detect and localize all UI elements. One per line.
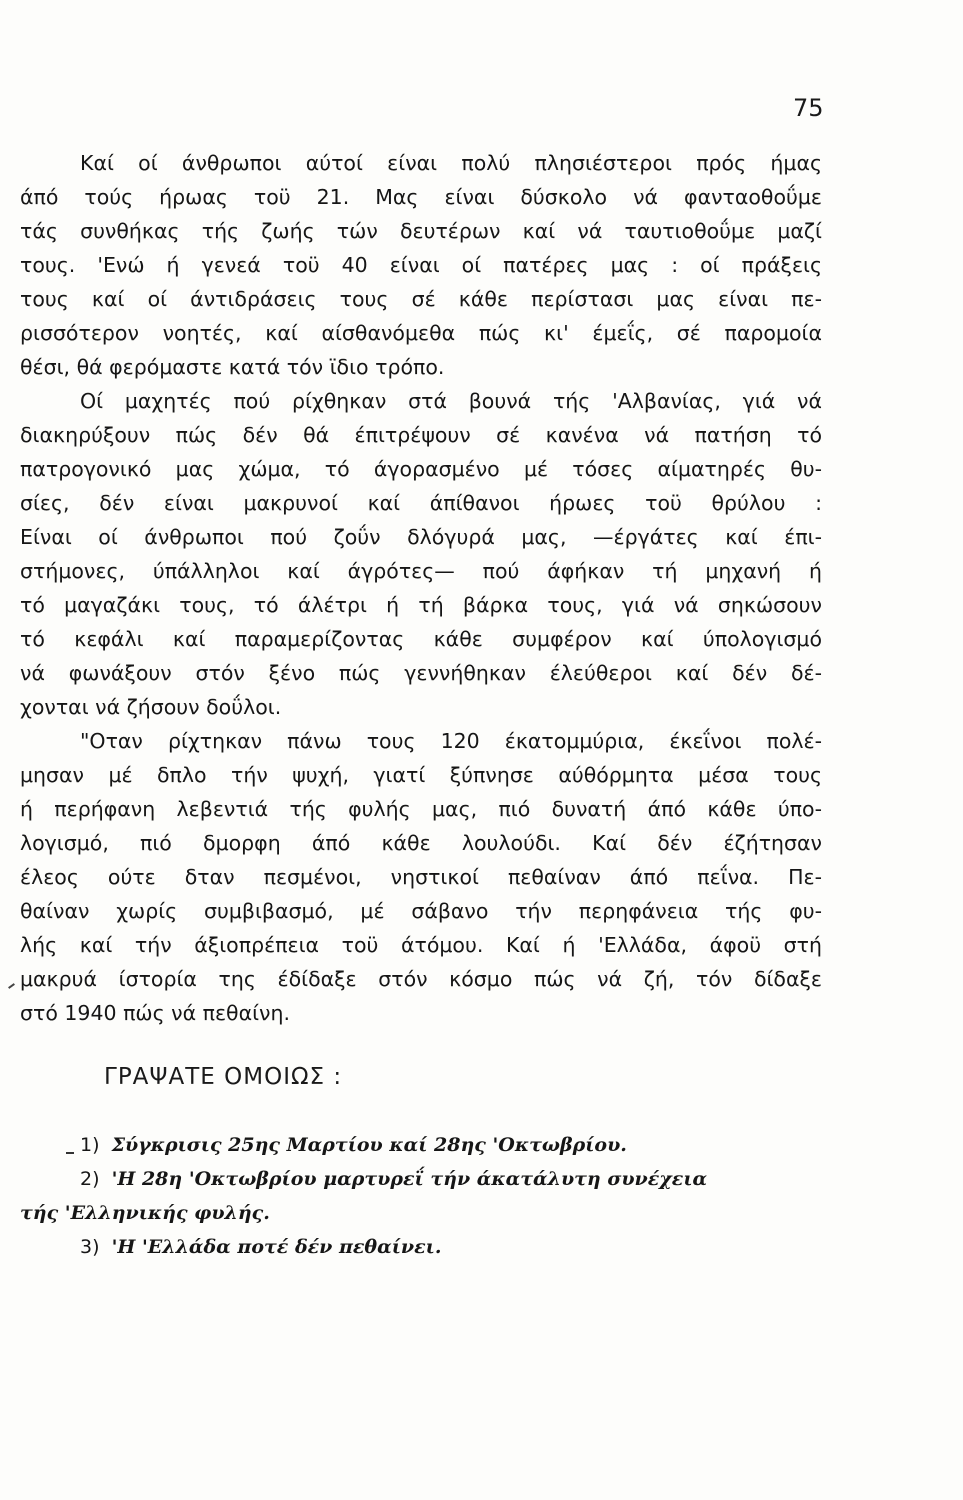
text-line: Οί μαχητές πού ρίχθηκαν στά βουνά τής 'Αλβανίας, γιά νά [80, 389, 822, 413]
text-line: θέσι, θά φερόμαστε κατά τόν ϊδιο τρόπο. [20, 355, 445, 379]
paragraph-2 [20, 384, 822, 724]
text-line: χονται νά ζήσουν δοΰλοι. [20, 695, 282, 719]
text-line: λής καί τήν άξιοπρέπεια τοϋ άτόμου. Καί ή 'Ελλάδα, άφοϋ στή [20, 933, 822, 957]
page-number: 75 [793, 94, 824, 122]
exercise-item [20, 1128, 822, 1162]
text-line: διακηρύξουν πώς δέν θά έπιτρέψουν σέ κανένα νά πατήση τό [20, 423, 822, 447]
text-line: μησαν μέ δπλο τήν ψυχή, γιατί ξύπνησε αύθόρμητα μέσα τους [20, 763, 822, 787]
text-line: στό 1940 πώς νά πεθαίνη. [20, 1001, 290, 1025]
exercise-heading: ΓΡΑΨΑΤΕ ΟΜΟΙΩΣ : [104, 1064, 343, 1090]
body-text [20, 146, 822, 1030]
exercise-number: 3) [80, 1236, 100, 1258]
text-line: τό μαγαζάκι τους, τό άλέτρι ή τή βάρκα τους, γιά νά σηκώσουν [20, 593, 822, 617]
exercise-title: 'Η 28η 'Οκτωβρίου μαρτυρεΐ τήν άκατάλυτη συνέχεια [111, 1168, 708, 1190]
exercise-title: 'Η 'Ελλάδα ποτέ δέν πεθαίνει. [111, 1236, 442, 1258]
text-line: άπό τούς ήρωας τοϋ 21. Μας είναι δύσκολο νά φανταοθοΰμε [20, 185, 822, 209]
exercise-title-continuation: τής 'Ελληνικής φυλής. [20, 1202, 270, 1224]
text-line: θαίναν χωρίς συμβιβασμό, μέ σάβανο τήν περηφάνεια τής φυ- [20, 899, 822, 923]
paragraph-3 [20, 724, 822, 1030]
text-line: λογισμό, πιό δμορφη άπό κάθε λουλούδι. Καί δέν έζήτησαν [20, 831, 822, 855]
exercise-number: 2) [80, 1168, 100, 1190]
text-line: τάς συνθήκας τής ζωής τών δευτέρων καί νά ταυτιοθοΰμε μαζί [20, 219, 822, 243]
exercise-list [20, 1128, 822, 1264]
text-line: "Οταν ρίχτηκαν πάνω τους 120 έκατομμύρια, έκεΐνοι πολέ- [80, 729, 822, 753]
paragraph-1 [20, 146, 822, 384]
text-line: ρισσότερον νοητές, καί αίσθανόμεθα πώς κι' έμεΐς, σέ παρομοία [20, 321, 822, 345]
text-line: έλεος ούτε δταν πεσμένοι, νηστικοί πεθαίναν άπό πεΐνα. Πε- [20, 865, 822, 889]
exercise-item [20, 1230, 822, 1264]
text-line: ή περήφανη λεβεντιά τής φυλής μας, πιό δυνατή άπό κάθε ύπο- [20, 797, 822, 821]
margin-mark [8, 983, 15, 989]
text-line: Καί οί άνθρωποι αύτοί είναι πολύ πλησιέστεροι πρός ήμας [80, 151, 822, 175]
text-line: μακρυά ίστορία της έδίδαξε στόν κόσμο πώς νά ζή, τόν δίδαξε [20, 967, 822, 991]
exercise-number: 1) [80, 1134, 100, 1156]
text-line: νά φωνάξουν στόν ξένο πώς γεννήθηκαν έλεύθεροι καί δέν δέ- [20, 661, 822, 685]
text-line: πατρογονικό μας χώμα, τό άγορασμένο μέ τόσες αίματηρές θυ- [20, 457, 822, 481]
text-line: σίες, δέν είναι μακρυνοί καί άπίθανοι ήρωες τοϋ θρύλου : [20, 491, 822, 515]
text-line: τό κεφάλι καί παραμερίζοντας κάθε συμφέρον καί ύπολογισμό [20, 627, 822, 651]
exercise-item [20, 1162, 822, 1196]
text-line: Είναι οί άνθρωποι πού ζοΰν δλόγυρά μας, —έργάτες καί έπι- [20, 525, 822, 549]
exercise-title: Σύγκρισις 25ης Μαρτίου καί 28ης 'Οκτωβρίου. [111, 1134, 627, 1156]
text-line: τους καί οί άντιδράσεις τους σέ κάθε περίστασι μας είναι πε- [20, 287, 822, 311]
exercise-item-continuation [20, 1196, 822, 1230]
text-line: τους. 'Ενώ ή γενεά τοϋ 40 είναι οί πατέρες μας : οί πράξεις [20, 253, 822, 277]
text-line: στήμονες, ύπάλληλοι καί άγρότες— πού άφήκαν τή μηχανή ή [20, 559, 822, 583]
